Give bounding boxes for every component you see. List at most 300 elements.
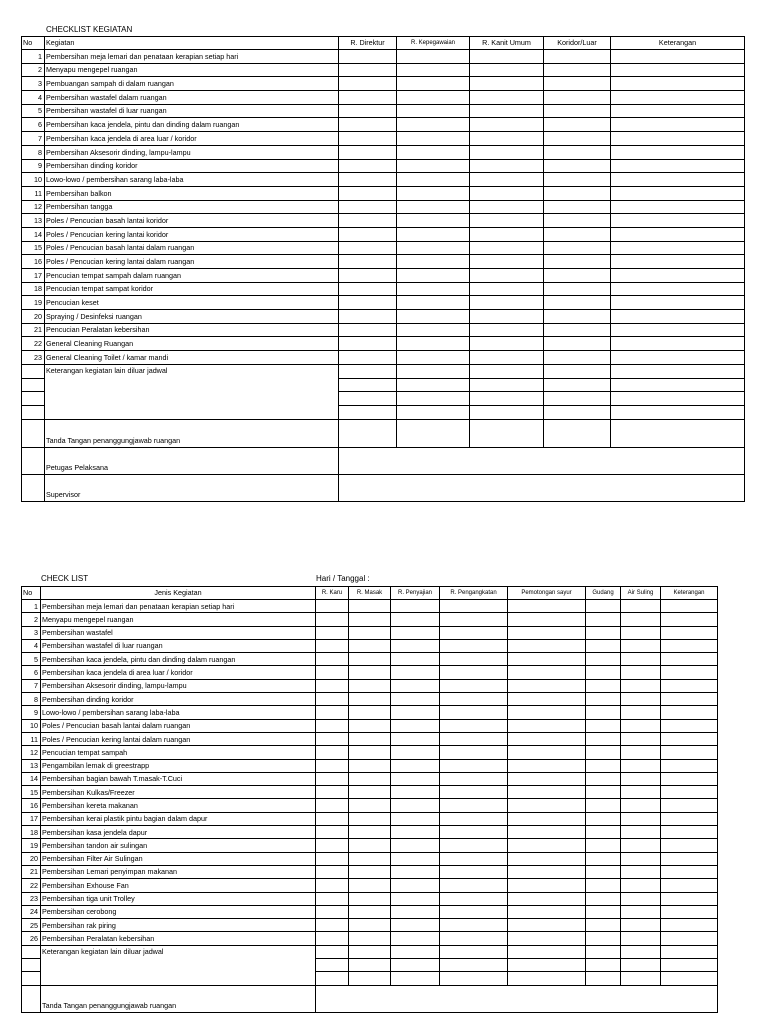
note-cell[interactable] <box>611 50 745 64</box>
check-cell[interactable] <box>621 626 661 639</box>
check-cell[interactable] <box>316 865 349 878</box>
check-cell[interactable] <box>470 351 544 365</box>
check-cell[interactable] <box>397 392 470 406</box>
check-cell[interactable] <box>316 600 349 613</box>
check-cell[interactable] <box>316 706 349 719</box>
check-cell[interactable] <box>508 812 586 825</box>
check-cell[interactable] <box>349 759 391 772</box>
check-cell[interactable] <box>440 799 508 812</box>
note-cell[interactable] <box>661 945 718 958</box>
check-cell[interactable] <box>621 600 661 613</box>
check-cell[interactable] <box>586 600 621 613</box>
check-cell[interactable] <box>316 653 349 666</box>
check-cell[interactable] <box>440 959 508 972</box>
note-cell[interactable] <box>661 905 718 918</box>
note-cell[interactable] <box>661 706 718 719</box>
note-cell[interactable] <box>611 405 745 419</box>
check-cell[interactable] <box>391 892 440 905</box>
note-cell[interactable] <box>661 799 718 812</box>
note-cell[interactable] <box>611 227 745 241</box>
note-cell[interactable] <box>661 719 718 732</box>
check-cell[interactable] <box>508 719 586 732</box>
check-cell[interactable] <box>391 653 440 666</box>
note-cell[interactable] <box>611 118 745 132</box>
check-cell[interactable] <box>440 945 508 958</box>
check-cell[interactable] <box>349 972 391 985</box>
check-cell[interactable] <box>621 719 661 732</box>
check-cell[interactable] <box>586 799 621 812</box>
check-cell[interactable] <box>339 405 397 419</box>
check-cell[interactable] <box>349 706 391 719</box>
check-cell[interactable] <box>621 919 661 932</box>
check-cell[interactable] <box>349 719 391 732</box>
check-cell[interactable] <box>339 227 397 241</box>
check-cell[interactable] <box>349 626 391 639</box>
check-cell[interactable] <box>339 91 397 105</box>
check-cell[interactable] <box>470 77 544 91</box>
check-cell[interactable] <box>397 351 470 365</box>
check-cell[interactable] <box>470 392 544 406</box>
check-cell[interactable] <box>440 613 508 626</box>
check-cell[interactable] <box>349 879 391 892</box>
check-cell[interactable] <box>586 892 621 905</box>
check-cell[interactable] <box>621 892 661 905</box>
note-cell[interactable] <box>661 932 718 945</box>
check-cell[interactable] <box>544 323 611 337</box>
check-cell[interactable] <box>586 972 621 985</box>
check-cell[interactable] <box>621 812 661 825</box>
check-cell[interactable] <box>508 919 586 932</box>
check-cell[interactable] <box>586 719 621 732</box>
check-cell[interactable] <box>586 852 621 865</box>
check-cell[interactable] <box>440 772 508 785</box>
check-cell[interactable] <box>508 786 586 799</box>
check-cell[interactable] <box>470 241 544 255</box>
check-cell[interactable] <box>544 200 611 214</box>
check-cell[interactable] <box>391 812 440 825</box>
check-cell[interactable] <box>586 865 621 878</box>
check-cell[interactable] <box>508 932 586 945</box>
check-cell[interactable] <box>470 255 544 269</box>
check-cell[interactable] <box>586 639 621 652</box>
check-cell[interactable] <box>397 118 470 132</box>
check-cell[interactable] <box>391 666 440 679</box>
supervisor-sign-cell[interactable] <box>339 474 745 501</box>
check-cell[interactable] <box>440 812 508 825</box>
check-cell[interactable] <box>316 772 349 785</box>
check-cell[interactable] <box>440 879 508 892</box>
check-cell[interactable] <box>339 296 397 310</box>
check-cell[interactable] <box>339 200 397 214</box>
check-cell[interactable] <box>349 786 391 799</box>
note-cell[interactable] <box>611 392 745 406</box>
check-cell[interactable] <box>349 679 391 692</box>
check-cell[interactable] <box>339 104 397 118</box>
check-cell[interactable] <box>397 91 470 105</box>
check-cell[interactable] <box>508 746 586 759</box>
sign-cell[interactable] <box>397 419 470 447</box>
note-cell[interactable] <box>661 972 718 985</box>
check-cell[interactable] <box>586 959 621 972</box>
check-cell[interactable] <box>586 879 621 892</box>
check-cell[interactable] <box>316 972 349 985</box>
check-cell[interactable] <box>349 732 391 745</box>
check-cell[interactable] <box>349 839 391 852</box>
note-cell[interactable] <box>661 919 718 932</box>
note-cell[interactable] <box>611 310 745 324</box>
check-cell[interactable] <box>508 639 586 652</box>
check-cell[interactable] <box>397 405 470 419</box>
check-cell[interactable] <box>544 351 611 365</box>
check-cell[interactable] <box>349 959 391 972</box>
check-cell[interactable] <box>544 227 611 241</box>
check-cell[interactable] <box>391 839 440 852</box>
note-cell[interactable] <box>611 63 745 77</box>
officer-sign-cell[interactable] <box>339 447 745 474</box>
check-cell[interactable] <box>470 378 544 392</box>
check-cell[interactable] <box>339 145 397 159</box>
check-cell[interactable] <box>397 296 470 310</box>
check-cell[interactable] <box>440 919 508 932</box>
check-cell[interactable] <box>391 719 440 732</box>
check-cell[interactable] <box>508 759 586 772</box>
note-cell[interactable] <box>661 732 718 745</box>
check-cell[interactable] <box>391 706 440 719</box>
check-cell[interactable] <box>544 214 611 228</box>
note-cell[interactable] <box>661 626 718 639</box>
check-cell[interactable] <box>316 786 349 799</box>
note-cell[interactable] <box>661 852 718 865</box>
check-cell[interactable] <box>440 732 508 745</box>
check-cell[interactable] <box>349 693 391 706</box>
check-cell[interactable] <box>316 826 349 839</box>
note-cell[interactable] <box>661 826 718 839</box>
check-cell[interactable] <box>621 706 661 719</box>
note-cell[interactable] <box>661 600 718 613</box>
check-cell[interactable] <box>397 282 470 296</box>
check-cell[interactable] <box>339 50 397 64</box>
check-cell[interactable] <box>440 905 508 918</box>
check-cell[interactable] <box>391 972 440 985</box>
check-cell[interactable] <box>621 639 661 652</box>
check-cell[interactable] <box>440 600 508 613</box>
check-cell[interactable] <box>544 310 611 324</box>
check-cell[interactable] <box>621 905 661 918</box>
check-cell[interactable] <box>339 337 397 351</box>
check-cell[interactable] <box>440 892 508 905</box>
check-cell[interactable] <box>544 63 611 77</box>
check-cell[interactable] <box>508 972 586 985</box>
check-cell[interactable] <box>544 378 611 392</box>
check-cell[interactable] <box>440 719 508 732</box>
check-cell[interactable] <box>544 392 611 406</box>
check-cell[interactable] <box>621 693 661 706</box>
check-cell[interactable] <box>316 892 349 905</box>
note-cell[interactable] <box>661 865 718 878</box>
check-cell[interactable] <box>391 919 440 932</box>
check-cell[interactable] <box>621 786 661 799</box>
check-cell[interactable] <box>544 364 611 378</box>
check-cell[interactable] <box>391 746 440 759</box>
check-cell[interactable] <box>621 653 661 666</box>
note-cell[interactable] <box>661 613 718 626</box>
check-cell[interactable] <box>339 77 397 91</box>
check-cell[interactable] <box>397 310 470 324</box>
note-cell[interactable] <box>611 200 745 214</box>
note-cell[interactable] <box>661 639 718 652</box>
check-cell[interactable] <box>391 772 440 785</box>
check-cell[interactable] <box>586 746 621 759</box>
note-cell[interactable] <box>661 879 718 892</box>
check-cell[interactable] <box>339 392 397 406</box>
check-cell[interactable] <box>508 613 586 626</box>
check-cell[interactable] <box>397 337 470 351</box>
note-cell[interactable] <box>611 132 745 146</box>
check-cell[interactable] <box>316 879 349 892</box>
check-cell[interactable] <box>339 378 397 392</box>
check-cell[interactable] <box>316 639 349 652</box>
check-cell[interactable] <box>621 746 661 759</box>
check-cell[interactable] <box>391 613 440 626</box>
note-cell[interactable] <box>611 173 745 187</box>
check-cell[interactable] <box>470 310 544 324</box>
check-cell[interactable] <box>508 839 586 852</box>
check-cell[interactable] <box>440 865 508 878</box>
check-cell[interactable] <box>621 826 661 839</box>
check-cell[interactable] <box>440 759 508 772</box>
check-cell[interactable] <box>440 679 508 692</box>
check-cell[interactable] <box>349 653 391 666</box>
note-cell[interactable] <box>661 959 718 972</box>
check-cell[interactable] <box>316 799 349 812</box>
check-cell[interactable] <box>544 50 611 64</box>
check-cell[interactable] <box>440 706 508 719</box>
check-cell[interactable] <box>508 666 586 679</box>
check-cell[interactable] <box>316 626 349 639</box>
check-cell[interactable] <box>397 145 470 159</box>
check-cell[interactable] <box>397 364 470 378</box>
note-cell[interactable] <box>611 337 745 351</box>
check-cell[interactable] <box>621 799 661 812</box>
check-cell[interactable] <box>508 653 586 666</box>
check-cell[interactable] <box>316 839 349 852</box>
check-cell[interactable] <box>349 865 391 878</box>
check-cell[interactable] <box>339 269 397 283</box>
check-cell[interactable] <box>508 892 586 905</box>
check-cell[interactable] <box>349 892 391 905</box>
check-cell[interactable] <box>339 323 397 337</box>
check-cell[interactable] <box>508 879 586 892</box>
check-cell[interactable] <box>316 852 349 865</box>
check-cell[interactable] <box>470 282 544 296</box>
check-cell[interactable] <box>316 919 349 932</box>
check-cell[interactable] <box>339 118 397 132</box>
check-cell[interactable] <box>316 959 349 972</box>
check-cell[interactable] <box>621 732 661 745</box>
check-cell[interactable] <box>586 826 621 839</box>
check-cell[interactable] <box>470 296 544 310</box>
check-cell[interactable] <box>397 323 470 337</box>
check-cell[interactable] <box>586 626 621 639</box>
check-cell[interactable] <box>440 693 508 706</box>
check-cell[interactable] <box>586 679 621 692</box>
check-cell[interactable] <box>397 214 470 228</box>
check-cell[interactable] <box>508 600 586 613</box>
check-cell[interactable] <box>470 323 544 337</box>
check-cell[interactable] <box>508 945 586 958</box>
check-cell[interactable] <box>508 905 586 918</box>
check-cell[interactable] <box>544 145 611 159</box>
check-cell[interactable] <box>544 186 611 200</box>
check-cell[interactable] <box>339 282 397 296</box>
check-cell[interactable] <box>544 132 611 146</box>
check-cell[interactable] <box>440 932 508 945</box>
check-cell[interactable] <box>397 77 470 91</box>
check-cell[interactable] <box>339 351 397 365</box>
check-cell[interactable] <box>544 269 611 283</box>
note-cell[interactable] <box>611 351 745 365</box>
check-cell[interactable] <box>339 214 397 228</box>
check-cell[interactable] <box>339 186 397 200</box>
check-cell[interactable] <box>397 269 470 283</box>
check-cell[interactable] <box>316 679 349 692</box>
check-cell[interactable] <box>316 759 349 772</box>
check-cell[interactable] <box>339 310 397 324</box>
check-cell[interactable] <box>586 905 621 918</box>
check-cell[interactable] <box>621 839 661 852</box>
note-cell[interactable] <box>661 839 718 852</box>
check-cell[interactable] <box>349 905 391 918</box>
check-cell[interactable] <box>391 732 440 745</box>
check-cell[interactable] <box>621 972 661 985</box>
check-cell[interactable] <box>544 296 611 310</box>
check-cell[interactable] <box>391 826 440 839</box>
check-cell[interactable] <box>621 666 661 679</box>
check-cell[interactable] <box>397 227 470 241</box>
check-cell[interactable] <box>508 959 586 972</box>
check-cell[interactable] <box>349 932 391 945</box>
check-cell[interactable] <box>316 812 349 825</box>
check-cell[interactable] <box>586 759 621 772</box>
check-cell[interactable] <box>391 905 440 918</box>
check-cell[interactable] <box>316 666 349 679</box>
check-cell[interactable] <box>508 852 586 865</box>
check-cell[interactable] <box>440 639 508 652</box>
check-cell[interactable] <box>440 626 508 639</box>
check-cell[interactable] <box>391 852 440 865</box>
check-cell[interactable] <box>544 282 611 296</box>
check-cell[interactable] <box>349 852 391 865</box>
check-cell[interactable] <box>508 732 586 745</box>
note-cell[interactable] <box>611 145 745 159</box>
check-cell[interactable] <box>397 50 470 64</box>
check-cell[interactable] <box>391 932 440 945</box>
check-cell[interactable] <box>316 746 349 759</box>
check-cell[interactable] <box>470 227 544 241</box>
sign-cell[interactable] <box>611 419 745 447</box>
note-cell[interactable] <box>611 159 745 173</box>
check-cell[interactable] <box>349 666 391 679</box>
check-cell[interactable] <box>470 364 544 378</box>
note-cell[interactable] <box>611 241 745 255</box>
note-cell[interactable] <box>611 104 745 118</box>
check-cell[interactable] <box>397 378 470 392</box>
check-cell[interactable] <box>397 186 470 200</box>
check-cell[interactable] <box>621 865 661 878</box>
note-cell[interactable] <box>661 693 718 706</box>
check-cell[interactable] <box>621 772 661 785</box>
check-cell[interactable] <box>349 613 391 626</box>
check-cell[interactable] <box>508 693 586 706</box>
check-cell[interactable] <box>339 159 397 173</box>
check-cell[interactable] <box>621 759 661 772</box>
check-cell[interactable] <box>349 772 391 785</box>
check-cell[interactable] <box>339 241 397 255</box>
check-cell[interactable] <box>470 200 544 214</box>
check-cell[interactable] <box>391 879 440 892</box>
check-cell[interactable] <box>470 159 544 173</box>
check-cell[interactable] <box>586 932 621 945</box>
check-cell[interactable] <box>621 852 661 865</box>
check-cell[interactable] <box>440 826 508 839</box>
check-cell[interactable] <box>397 200 470 214</box>
note-cell[interactable] <box>611 269 745 283</box>
check-cell[interactable] <box>544 405 611 419</box>
check-cell[interactable] <box>544 255 611 269</box>
note-cell[interactable] <box>611 214 745 228</box>
note-cell[interactable] <box>661 812 718 825</box>
check-cell[interactable] <box>349 600 391 613</box>
check-cell[interactable] <box>470 63 544 77</box>
check-cell[interactable] <box>391 959 440 972</box>
check-cell[interactable] <box>586 732 621 745</box>
check-cell[interactable] <box>316 732 349 745</box>
check-cell[interactable] <box>349 799 391 812</box>
check-cell[interactable] <box>544 337 611 351</box>
check-cell[interactable] <box>339 364 397 378</box>
sign-cell[interactable] <box>470 419 544 447</box>
note-cell[interactable] <box>611 296 745 310</box>
check-cell[interactable] <box>316 693 349 706</box>
check-cell[interactable] <box>586 666 621 679</box>
note-cell[interactable] <box>611 77 745 91</box>
check-cell[interactable] <box>544 104 611 118</box>
check-cell[interactable] <box>339 132 397 146</box>
check-cell[interactable] <box>508 679 586 692</box>
check-cell[interactable] <box>586 613 621 626</box>
check-cell[interactable] <box>397 255 470 269</box>
check-cell[interactable] <box>544 91 611 105</box>
check-cell[interactable] <box>544 173 611 187</box>
note-cell[interactable] <box>661 666 718 679</box>
check-cell[interactable] <box>470 186 544 200</box>
check-cell[interactable] <box>349 826 391 839</box>
check-cell[interactable] <box>397 173 470 187</box>
check-cell[interactable] <box>586 839 621 852</box>
check-cell[interactable] <box>544 241 611 255</box>
check-cell[interactable] <box>316 945 349 958</box>
sign-cell[interactable] <box>339 419 397 447</box>
check-cell[interactable] <box>470 337 544 351</box>
check-cell[interactable] <box>470 173 544 187</box>
check-cell[interactable] <box>508 626 586 639</box>
check-cell[interactable] <box>316 719 349 732</box>
check-cell[interactable] <box>508 706 586 719</box>
note-cell[interactable] <box>611 378 745 392</box>
check-cell[interactable] <box>621 959 661 972</box>
check-cell[interactable] <box>316 905 349 918</box>
check-cell[interactable] <box>397 63 470 77</box>
